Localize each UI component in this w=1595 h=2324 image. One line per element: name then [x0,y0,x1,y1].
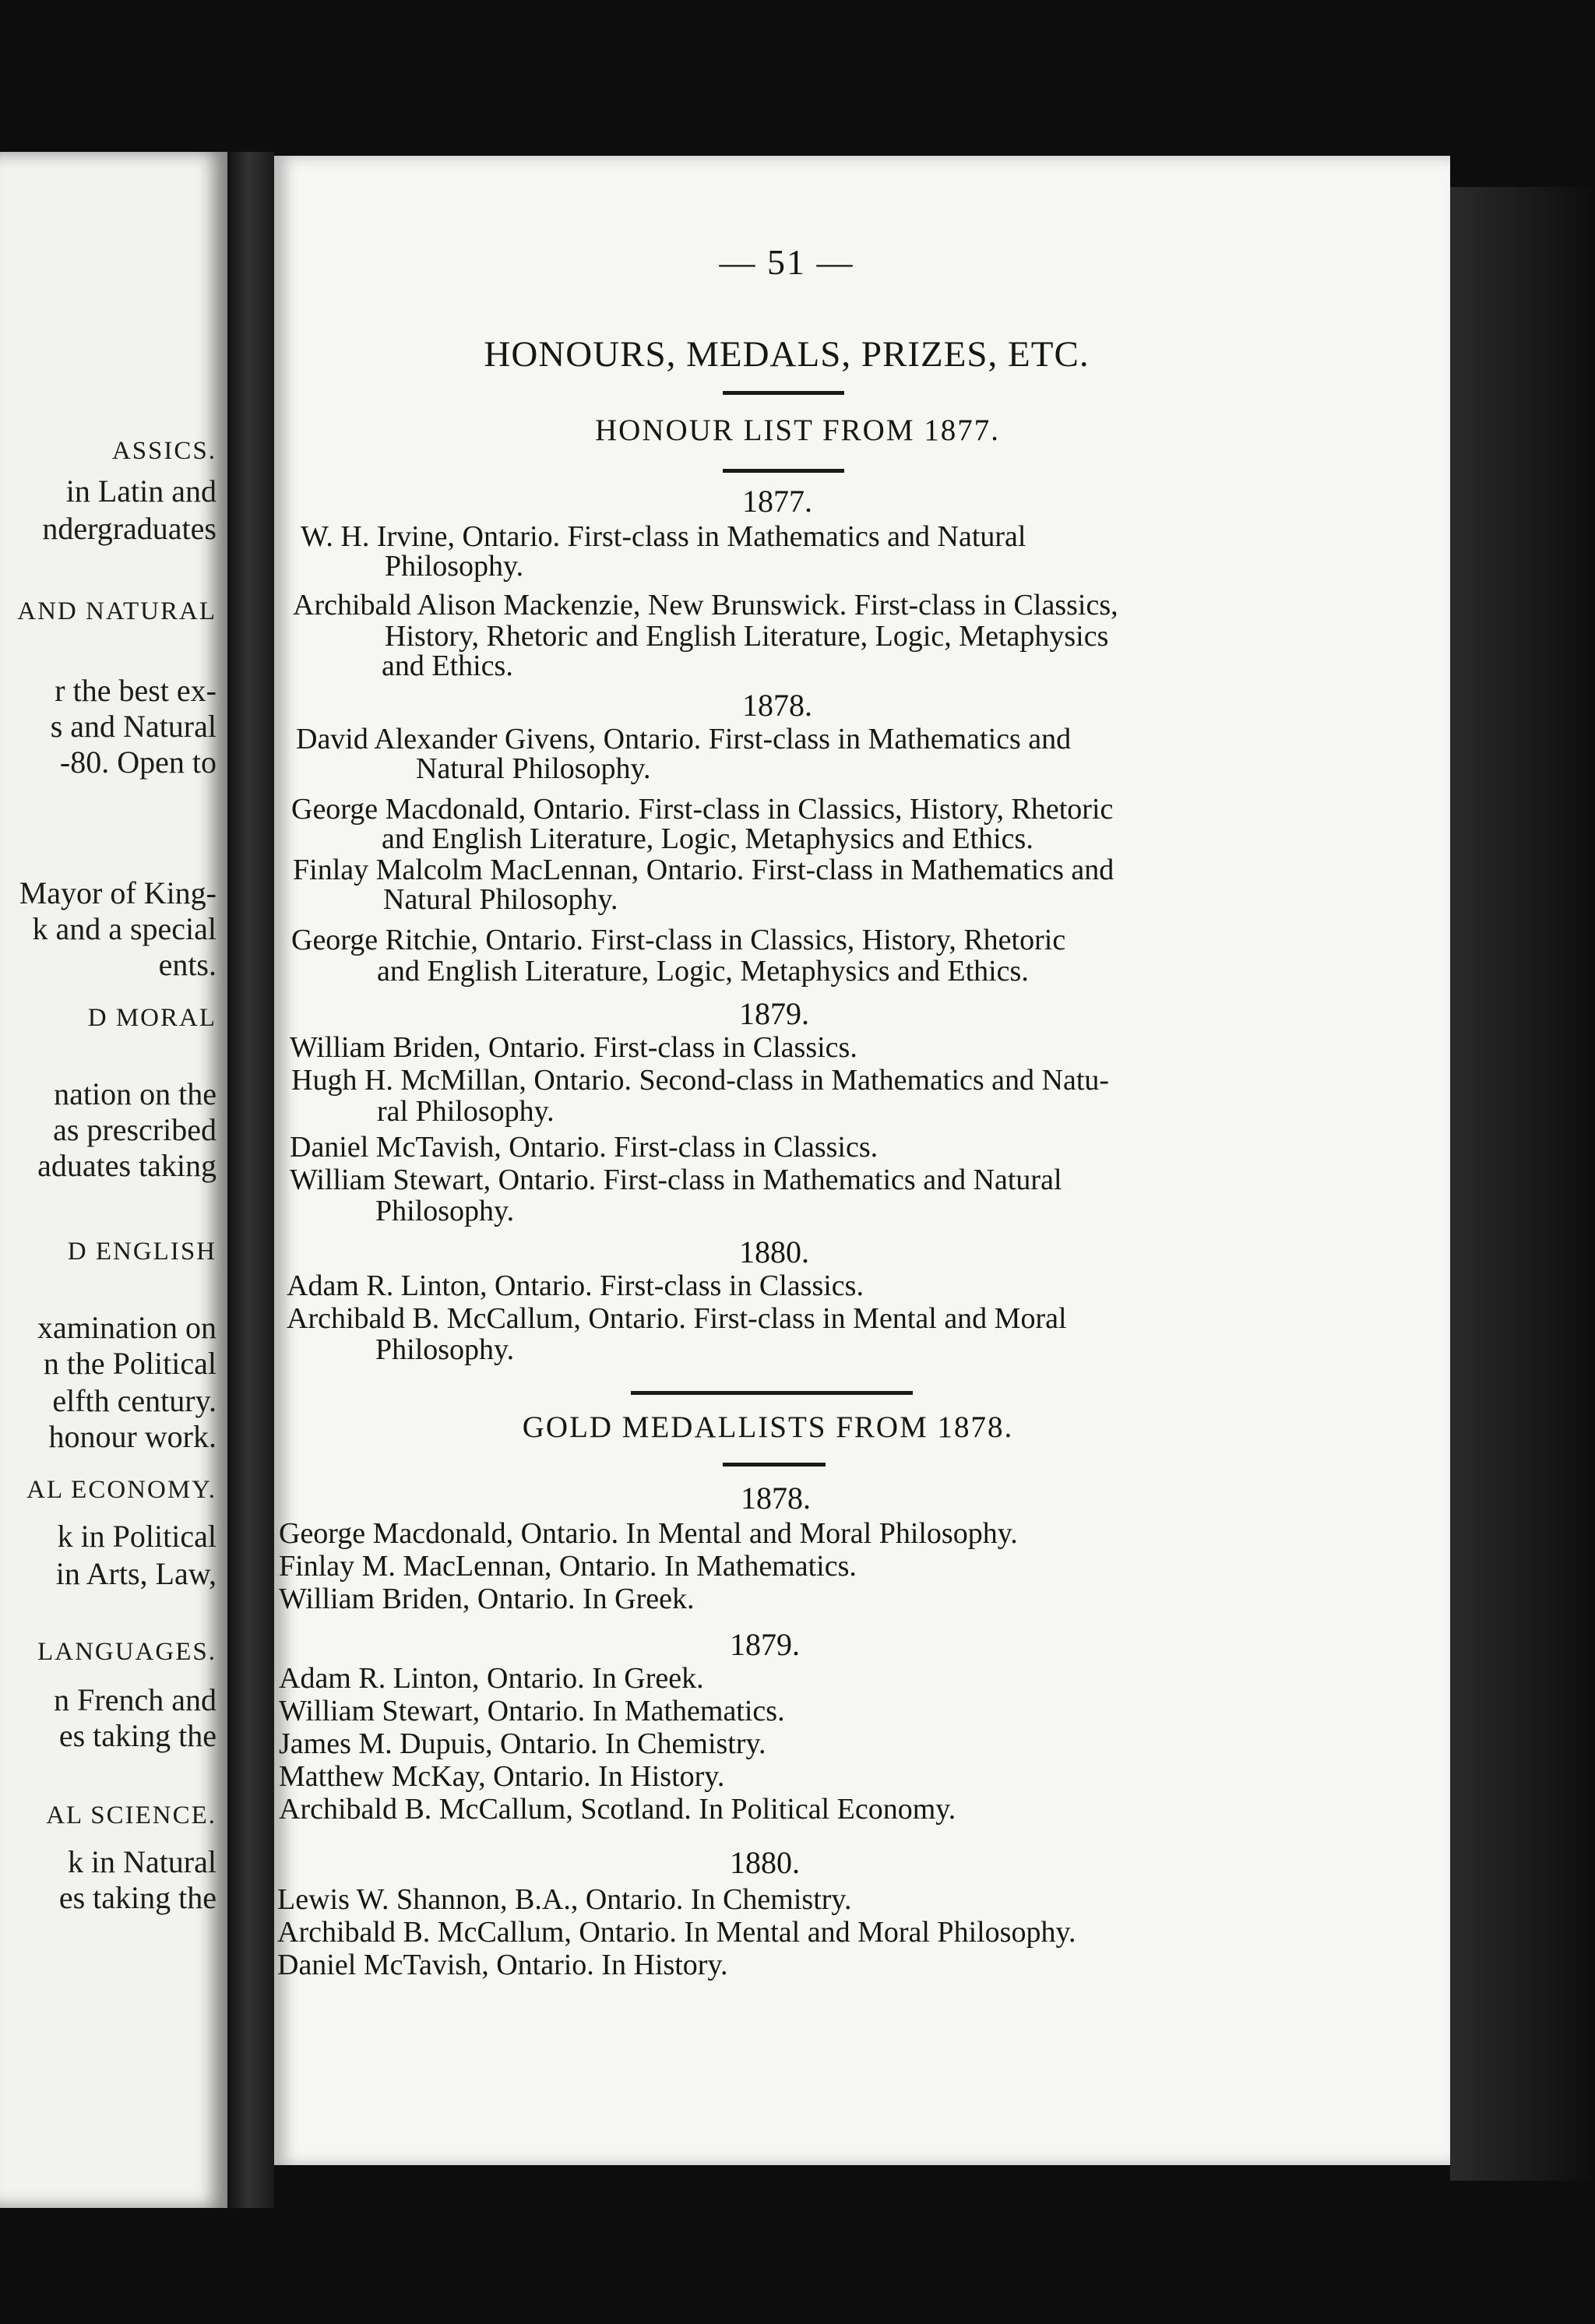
medallist-entry: Archibald B. McCallum, Ontario. In Mental and Moral Philosophy. [277,1916,1076,1949]
honour-entry-cont: and English Literature, Logic, Metaphysics and Ethics. [382,822,1033,855]
left-line: k and a special [32,911,217,946]
left-line: AND NATURAL [17,597,217,625]
left-line: nation on the [54,1076,217,1111]
right-page [274,156,1450,2165]
left-line: n the Political [43,1346,217,1381]
left-line: s and Natural [50,709,217,744]
year-heading: 1880. [739,1234,809,1269]
title-rule [723,391,844,395]
honour-entry-cont: and Ethics. [382,650,513,682]
page-title: HONOURS, MEDALS, PRIZES, ETC. [484,334,1090,375]
honour-entry: Archibald B. McCallum, Ontario. First-class in Mental and Moral [287,1302,1067,1335]
year-heading: 1880. [730,1845,800,1880]
left-line: AL SCIENCE. [46,1801,217,1829]
honour-entry: Archibald Alison Mackenzie, New Brunswick. First-class in Classics, [293,589,1118,621]
honour-entry: George Ritchie, Ontario. First-class in Classics, History, Rhetoric [291,924,1066,956]
section-rule [723,469,844,473]
medallist-entry: William Stewart, Ontario. In Mathematics. [279,1695,785,1727]
honour-entry: W. H. Irvine, Ontario. First-class in Mathematics and Natural [301,520,1026,553]
left-line: -80. Open to [59,745,217,780]
medallist-entry: James M. Dupuis, Ontario. In Chemistry. [279,1727,766,1760]
honour-entry-cont: Natural Philosophy. [383,883,618,916]
book-gutter [227,152,274,2208]
left-line: D MORAL [87,1004,217,1032]
left-line: LANGUAGES. [37,1638,217,1666]
year-heading: 1878. [741,1481,811,1516]
left-line: in Latin and [65,474,217,509]
left-line: AL ECONOMY. [26,1476,217,1504]
honour-entry: Adam R. Linton, Ontario. First-class in Classics. [287,1269,864,1302]
left-line: es taking the [58,1880,217,1915]
left-line: Mayor of King- [19,875,217,910]
honour-entry-cont: ral Philosophy. [377,1095,555,1128]
honour-entry: Hugh H. McMillan, Ontario. Second-class in Mathematics and Natu- [291,1064,1110,1097]
honour-entry: David Alexander Givens, Ontario. First-class in Mathematics and [296,723,1072,755]
year-heading: 1877. [742,484,812,519]
left-line: ndergraduates [42,511,217,546]
year-heading: 1879. [739,996,809,1031]
medallist-entry: Matthew McKay, Ontario. In History. [279,1760,725,1793]
honour-entry: Daniel McTavish, Ontario. First-class in Classics. [290,1131,878,1164]
section-title-honour-list: HONOUR LIST FROM 1877. [595,414,1000,447]
left-line: honour work. [48,1419,217,1454]
medallist-entry: Archibald B. McCallum, Scotland. In Political Economy. [279,1793,956,1826]
year-heading: 1878. [742,688,812,723]
left-line: n French and [54,1682,217,1717]
honour-entry-cont: Philosophy. [375,1195,515,1227]
left-line: k in Political [57,1519,217,1554]
medallist-entry: Adam R. Linton, Ontario. In Greek. [279,1662,704,1695]
medallist-entry: George Macdonald, Ontario. In Mental and Moral Philosophy. [279,1517,1018,1550]
left-line: in Arts, Law, [55,1556,217,1591]
medallist-entry: William Briden, Ontario. In Greek. [279,1583,695,1615]
left-line: D ENGLISH [67,1238,217,1266]
section-title-gold-medallists: GOLD MEDALLISTS FROM 1878. [522,1410,1014,1444]
left-line: as prescribed [53,1112,217,1147]
page-edge [1450,187,1590,2181]
honour-entry-cont: History, Rhetoric and English Literature, Logic, Metaphysics [385,620,1109,653]
left-line: ents. [158,947,217,982]
honour-entry: Finlay Malcolm MacLennan, Ontario. First-class in Mathematics and [293,854,1114,886]
honour-entry-cont: Natural Philosophy. [416,752,651,785]
year-heading: 1879. [730,1627,800,1662]
left-line: k in Natural [67,1844,217,1879]
honour-entry-cont: and English Literature, Logic, Metaphysics and Ethics. [377,955,1029,988]
honour-entry-cont: Philosophy. [375,1333,515,1366]
left-line: aduates taking [37,1148,217,1183]
section-rule [723,1463,826,1467]
honour-entry: George Macdonald, Ontario. First-class in Classics, History, Rhetoric [291,793,1114,826]
page-number: — 51 — [719,242,854,282]
honour-entry-cont: Philosophy. [385,550,524,583]
honour-entry: William Stewart, Ontario. First-class in Mathematics and Natural [290,1164,1062,1196]
medallist-entry: Finlay M. MacLennan, Ontario. In Mathematics. [279,1550,857,1583]
section-divider-rule [631,1391,913,1395]
honour-entry: William Briden, Ontario. First-class in Classics. [290,1031,857,1064]
medallist-entry: Lewis W. Shannon, B.A., Ontario. In Chemistry. [277,1883,852,1916]
left-line: es taking the [58,1718,217,1753]
left-facing-page [0,152,227,2208]
left-line: r the best ex- [55,673,217,708]
left-line: elfth century. [52,1383,217,1418]
left-line: ASSICS. [111,437,217,465]
medallist-entry: Daniel McTavish, Ontario. In History. [277,1949,728,1981]
left-line: xamination on [37,1310,217,1345]
